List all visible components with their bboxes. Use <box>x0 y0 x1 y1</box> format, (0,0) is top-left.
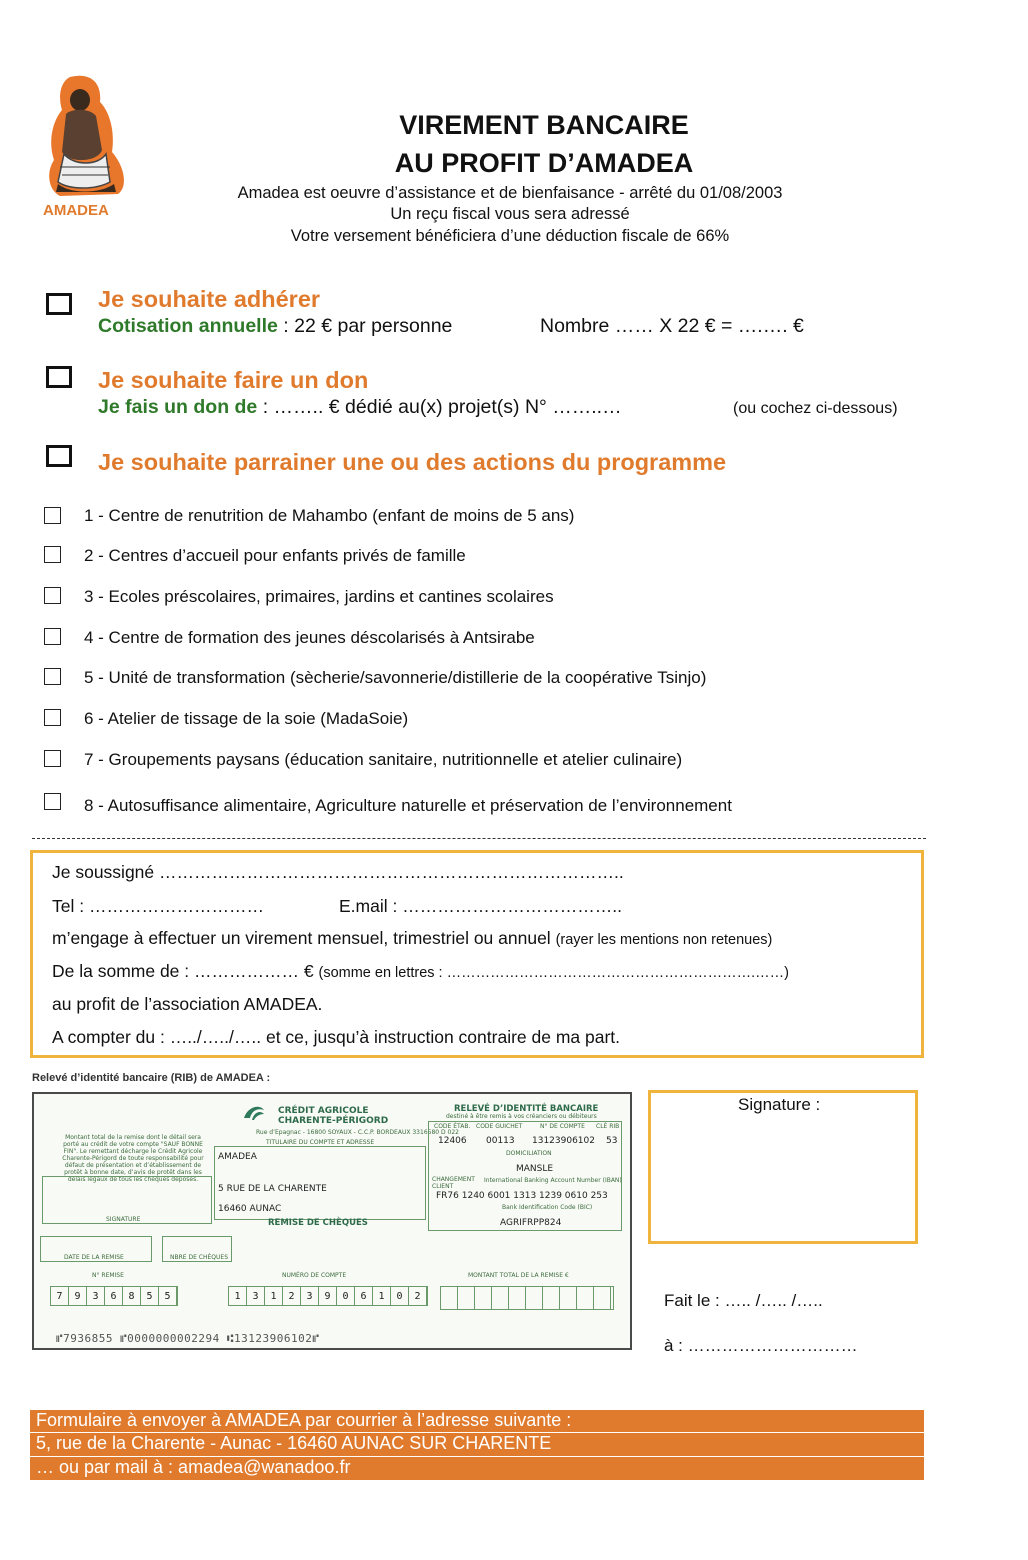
programme-item-8-label: 8 - Autosuffisance alimentaire, Agriculture naturelle et préservation de l’environnement <box>84 796 732 815</box>
don-note: (ou cochez ci-dessous) <box>733 400 898 417</box>
rib-left-text: Montant total de la remise dont le détail sera porté au crédit de votre compte "SAUF BONNE FIN". Le remettant décharge le Crédit Agricole Charente-Périgord de toute responsabilité pour défaut de présentation et d’établissement de protêt à bonne date, d’avis de protêt dans les délais légaux de tous les chèques déposés. <box>62 1134 204 1183</box>
signature-label: Signature : <box>738 1095 821 1114</box>
num-compte-digit: 2 <box>283 1287 301 1305</box>
logo-text: AMADEA <box>43 202 109 219</box>
iban-label: International Banking Account Number (IBAN) <box>484 1177 622 1184</box>
holder-address1: 5 RUE DE LA CHARENTE <box>218 1184 327 1194</box>
programme-item-4-label: 4 - Centre de formation des jeunes déscolarisés à Antsirabe <box>84 628 535 647</box>
nombre-field[interactable]: Nombre …… X 22 € = ….…. € <box>540 315 804 337</box>
num-compte-digit: 9 <box>319 1287 337 1305</box>
programme-item-2-label: 2 - Centres d’accueil pour enfants privés de famille <box>84 546 466 565</box>
date-debut-field[interactable]: A compter du : …../…../….. et ce, jusqu’à instruction contraire de ma part. <box>52 1027 621 1047</box>
programme-item-1-label: 1 - Centre de renutrition de Mahambo (enfant de moins de 5 ans) <box>84 506 575 525</box>
somme-line[interactable] <box>52 961 789 982</box>
releve-subtitle: destiné à être remis à vos créanciers ou débiteurs <box>446 1113 597 1120</box>
programme-item-6-label: 6 - Atelier de tissage de la soie (MadaSoie) <box>84 709 409 728</box>
num-remise-digit: 5 <box>141 1287 159 1305</box>
remise-label: REMISE DE CHÈQUES <box>268 1218 368 1228</box>
subtitle-line3: Votre versement bénéficiera d’une déduction fiscale de 66% <box>290 227 730 245</box>
num-compte-label: NUMÉRO DE COMPTE <box>282 1272 347 1279</box>
adherer-heading: Je souhaite adhérer <box>98 286 321 312</box>
programme-item-5-checkbox[interactable] <box>44 668 61 685</box>
page-title-line1: VIREMENT BANCAIRE <box>399 110 689 140</box>
rib-nbre-label: NBRE DE CHÈQUES <box>170 1254 228 1261</box>
footer-line1: Formulaire à envoyer à AMADEA par courrier à l’adresse suivante : <box>30 1410 924 1432</box>
subtitle-line1: Amadea est oeuvre d’assistance et de bienfaisance - arrêté du 01/08/2003 <box>237 184 783 202</box>
logo-figure-icon <box>40 72 130 202</box>
programme-item-3-label: 3 - Ecoles préscolaires, primaires, jardins et cantines scolaires <box>84 587 554 606</box>
programme-item-7-checkbox[interactable] <box>44 750 61 767</box>
num-remise-digit: 9 <box>69 1287 87 1305</box>
num-compte-digit: 1 <box>265 1287 283 1305</box>
cotisation-text: : 22 € par personne <box>277 315 453 337</box>
holder-address2: 16460 AUNAC <box>218 1204 282 1214</box>
subtitle-line2: Un reçu fiscal vous sera adressé <box>390 205 630 223</box>
page-title-line2: AU PROFIT D’AMADEA <box>394 148 694 178</box>
parrainer-checkbox[interactable] <box>46 445 72 467</box>
programme-item-5-label: 5 - Unité de transformation (sècherie/savonnerie/distillerie de la coopérative Tsinjo) <box>84 668 707 687</box>
fait-a-field[interactable]: à : ………………………… <box>664 1336 858 1355</box>
engagement-frequency-line <box>52 928 772 949</box>
domiciliation: MANSLE <box>516 1164 554 1174</box>
parrainer-heading: Je souhaite parrainer une ou des actions du programme <box>98 449 727 475</box>
num-remise-digit: 5 <box>159 1287 177 1305</box>
num-compte-digit: 3 <box>247 1287 265 1305</box>
num-remise-digit: 3 <box>87 1287 105 1305</box>
num-compte-digit: 0 <box>337 1287 355 1305</box>
don-text: : …….. € dédié au(x) projet(s) N° ……..… <box>257 396 622 418</box>
num-compte-digits <box>228 1286 428 1306</box>
num-compte-digit: 3 <box>301 1287 319 1305</box>
num-compte: 13123906102 <box>532 1136 595 1146</box>
programme-item-3-checkbox[interactable] <box>44 587 61 604</box>
num-compte-digit: 0 <box>391 1287 409 1305</box>
iban: FR76 1240 6001 1313 1239 0610 253 <box>436 1191 608 1201</box>
cut-line-divider <box>32 838 926 839</box>
email-field[interactable]: E.mail : ……………………………….. <box>339 896 622 916</box>
don-label: Je fais un don de <box>98 396 258 418</box>
rib-date-label: DATE DE LA REMISE <box>64 1254 124 1261</box>
amadea-logo <box>40 72 130 222</box>
titulaire-label: TITULAIRE DU COMPTE ET ADRESSE <box>266 1139 375 1146</box>
bank-name-line1: CRÉDIT AGRICOLE <box>278 1106 369 1116</box>
fait-le-field[interactable]: Fait le : ….. /….. /….. <box>664 1291 823 1310</box>
num-compte-digit: 2 <box>409 1287 427 1305</box>
bic-label: Bank Identification Code (BIC) <box>502 1204 593 1211</box>
somme-field[interactable]: De la somme de : ……………… € <box>52 961 314 981</box>
montant-box <box>440 1286 614 1310</box>
programme-item-1-checkbox[interactable] <box>44 507 61 524</box>
rib-signature-label: SIGNATURE <box>106 1216 141 1223</box>
bank-name-line2: CHARENTE-PÉRIGORD <box>278 1116 389 1126</box>
engagement-frequency-text: m’engage à effectuer un virement mensuel, trimestriel ou annuel <box>52 928 551 948</box>
montant-label: MONTANT TOTAL DE LA REMISE € <box>468 1272 569 1279</box>
programme-item-2-checkbox[interactable] <box>44 546 61 563</box>
num-remise-digit: 8 <box>123 1287 141 1305</box>
rib-card <box>32 1092 632 1350</box>
cotisation-line <box>98 315 452 338</box>
don-line[interactable] <box>98 396 622 419</box>
col-code-guichet: CODE GUICHET <box>476 1123 523 1130</box>
num-compte-digit: 1 <box>229 1287 247 1305</box>
programme-item-6-checkbox[interactable] <box>44 709 61 726</box>
engagement-frequency-note: (rayer les mentions non retenues) <box>555 932 773 948</box>
micr-line: ⑈7936855 ⑈0000000002294 ⑆13123906102⑈ <box>56 1332 320 1345</box>
tel-field[interactable]: Tel : ………………………… <box>52 896 264 916</box>
association-line: au profit de l’association AMADEA. <box>52 994 323 1014</box>
domiciliation-label: DOMICILIATION <box>506 1150 552 1157</box>
footer-line3: … ou par mail à : amadea@wanadoo.fr <box>30 1457 924 1480</box>
programme-item-8-checkbox[interactable] <box>44 793 61 810</box>
releve-title: RELEVÉ D’IDENTITÉ BANCAIRE <box>454 1104 599 1114</box>
cle-rib: 53 <box>606 1136 618 1146</box>
footer-line2: 5, rue de la Charente - Aunac - 16460 AUNAC SUR CHARENTE <box>30 1433 924 1456</box>
holder-name: AMADEA <box>218 1152 257 1162</box>
col-code-etab: CODE ÉTAB. <box>434 1123 471 1130</box>
bic: AGRIFRPP824 <box>500 1218 562 1228</box>
programme-item-4-checkbox[interactable] <box>44 628 61 645</box>
num-remise-digit: 6 <box>105 1287 123 1305</box>
code-guichet: 00113 <box>486 1136 515 1146</box>
col-num-compte: N° DE COMPTE <box>540 1123 585 1130</box>
soussigne-field[interactable]: Je soussigné …………………………………………………………………….. <box>52 862 624 882</box>
adherer-checkbox[interactable] <box>46 293 72 315</box>
don-heading: Je souhaite faire un don <box>98 367 369 393</box>
credit-agricole-logo-icon <box>242 1104 266 1126</box>
cotisation-label: Cotisation annuelle <box>98 315 278 337</box>
num-compte-digit: 1 <box>373 1287 391 1305</box>
col-cle-rib: CLÉ RIB <box>596 1123 620 1130</box>
num-remise-digit: 7 <box>51 1287 69 1305</box>
iban-side-label: CHANGEMENT CLIENT <box>432 1176 475 1190</box>
bank-address: Rue d’Epagnac - 16800 SOYAUX - C.C.P. BORDEAUX 3316580 D 022 <box>256 1129 459 1136</box>
don-checkbox[interactable] <box>46 366 72 388</box>
num-remise-label: N° REMISE <box>92 1272 124 1279</box>
somme-lettres-field[interactable]: (somme en lettres : ……………………………………………………….……) <box>318 965 789 981</box>
num-remise-digits <box>50 1286 178 1306</box>
rib-caption: Relevé d’identité bancaire (RIB) de AMADEA : <box>32 1072 271 1084</box>
programme-item-7-label: 7 - Groupements paysans (éducation sanitaire, nutritionnelle et atelier culinaire) <box>84 750 683 769</box>
code-etab: 12406 <box>438 1136 467 1146</box>
num-compte-digit: 6 <box>355 1287 373 1305</box>
